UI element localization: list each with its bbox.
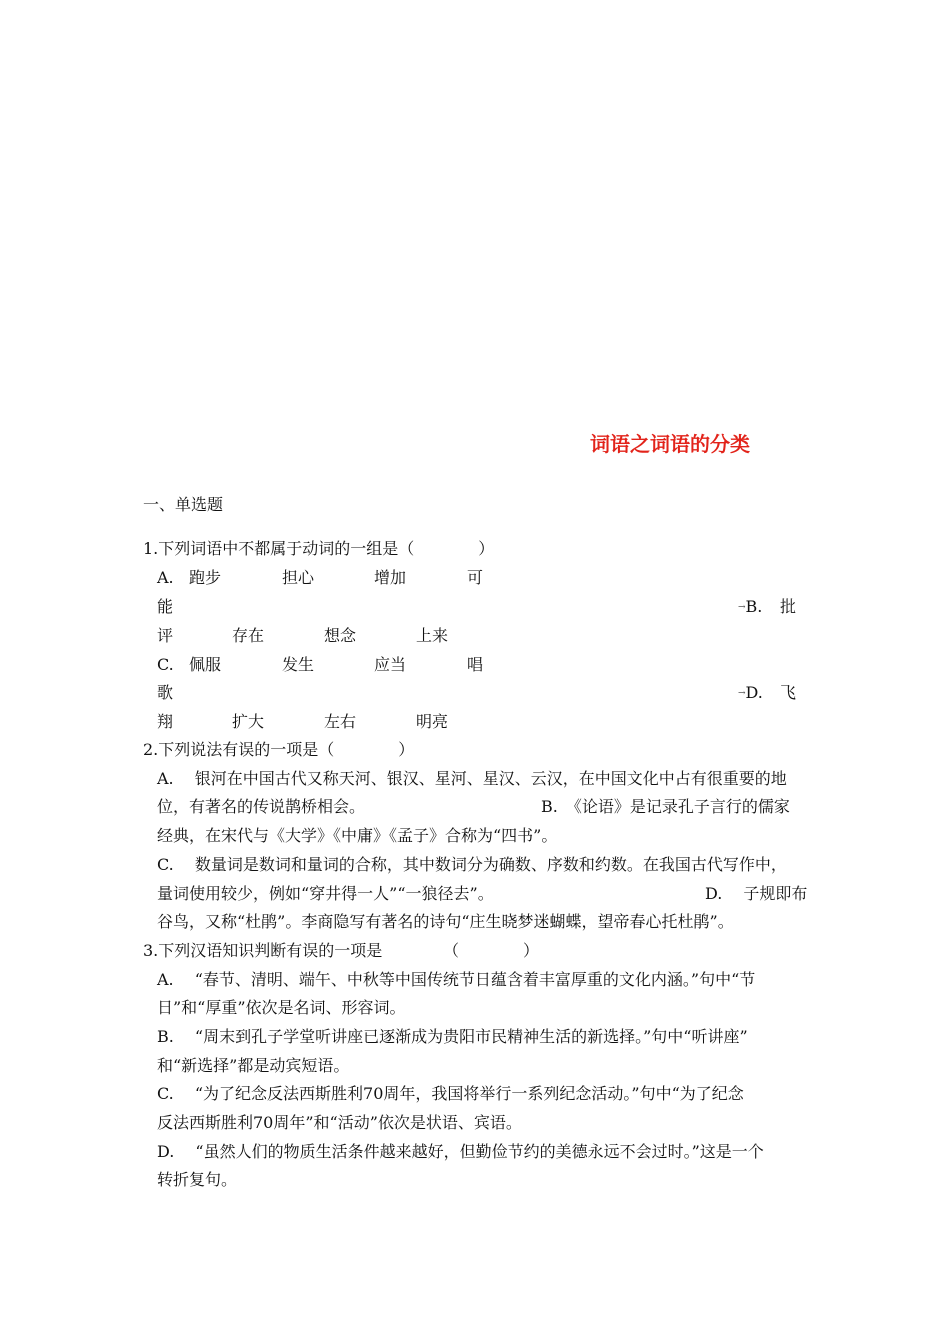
q3-option-a-line: A. “春节、清明、端午、中秋等中国传统节日蕴含着丰富厚重的文化内涵。”句中“节 [157, 970, 756, 989]
q3-option-b-line: 和“新选择”都是动宾短语。 [157, 1056, 350, 1075]
q3-option-b-line: B. “周末到孔子学堂听讲座已逐渐成为贵阳市民精神生活的新选择。”句中“听讲座” [157, 1027, 748, 1046]
q1-option-a-continuation: 能 [157, 597, 174, 616]
q3-option-c-line: 反法西斯胜利70周年”和“活动”依次是状语、宾语。 [157, 1113, 522, 1132]
q2-option-c-line: C. 数量词是数词和量词的合称，其中数词分为确数、序数和约数。在我国古代写作中， [157, 855, 787, 874]
q1-option-d-word: 明亮 [416, 712, 449, 731]
q1-option-a-word: 跑步 [189, 568, 222, 587]
q1-option-d-word: 左右 [324, 712, 357, 731]
tab-arrow-icon: → [738, 602, 746, 613]
q1-option-b-continuation: 评 [157, 626, 174, 645]
q1-option-d-word: 飞 [780, 683, 797, 702]
section-heading: 一、单选题 [143, 495, 224, 514]
q2-option-b-line: B. 《论语》是记录孔子言行的儒家 [541, 797, 790, 816]
q1-option-a-word: 担心 [282, 568, 315, 587]
q2-option-c-line: 量词使用较少，例如“穿井得一人”“一狼径去”。 [157, 884, 494, 903]
q3-option-d-line: 转折复句。 [157, 1170, 238, 1189]
q1-option-a-word: 可 [467, 568, 484, 587]
q1-option-b-word: 想念 [324, 626, 357, 645]
q1-option-d-word: 扩大 [232, 712, 265, 731]
q3-option-c-line: C. “为了纪念反法西斯胜利70周年，我国将举行一系列纪念活动。”句中“为了纪念 [157, 1084, 744, 1103]
q1-option-a-label: A. [157, 568, 174, 587]
q1-option-d-continuation: 翔 [157, 712, 174, 731]
document-title: 词语之词语的分类 [590, 432, 750, 456]
tab-arrow-icon: → [738, 688, 746, 699]
q1-option-b-word: 上来 [416, 626, 449, 645]
q1-option-d-label: →D. [738, 683, 763, 702]
q1-option-b-label: →B. [738, 597, 763, 616]
q3-option-d-line: D. “虽然人们的物质生活条件越来越好，但勤俭节约的美德永远不会过时。”这是一个 [157, 1142, 764, 1161]
q1-option-c-word: 应当 [374, 655, 407, 674]
q1-option-c-word: 佩服 [189, 655, 222, 674]
q1-option-b-word: 存在 [232, 626, 265, 645]
question-1-stem: 1.下列词语中不都属于动词的一组是（ ） [143, 539, 495, 558]
question-2-stem: 2.下列说法有误的一项是（ ） [143, 740, 415, 759]
q1-option-c-label: C. [157, 655, 174, 674]
q1-option-c-word: 唱 [467, 655, 484, 674]
q1-option-c-word: 发生 [282, 655, 315, 674]
question-3-answer-paren: （ ） [443, 941, 540, 960]
question-3-stem: 3.下列汉语知识判断有误的一项是 [143, 941, 383, 960]
q2-option-a-line: 位，有著名的传说鹊桥相会。 [157, 797, 366, 816]
q1-option-c-continuation: 歌 [157, 683, 174, 702]
q1-option-a-word: 增加 [374, 568, 407, 587]
q2-option-a-line: A. 银河在中国古代又称天河、银汉、星河、星汉、云汉，在中国文化中占有很重要的地 [157, 769, 787, 788]
q3-option-a-line: 日”和“厚重”依次是名词、形容词。 [157, 998, 406, 1017]
q2-option-d-line: 谷鸟，又称“杜鹃”。李商隐写有著名的诗句“庄生晓梦迷蝴蝶，望帝春心托杜鹃”。 [157, 912, 734, 931]
q1-option-b-word: 批 [780, 597, 797, 616]
q2-option-b-line: 经典，在宋代与《大学》《中庸》《孟子》合称为“四书”。 [157, 826, 558, 845]
q2-option-d-line: D. 子规即布 [705, 884, 808, 903]
